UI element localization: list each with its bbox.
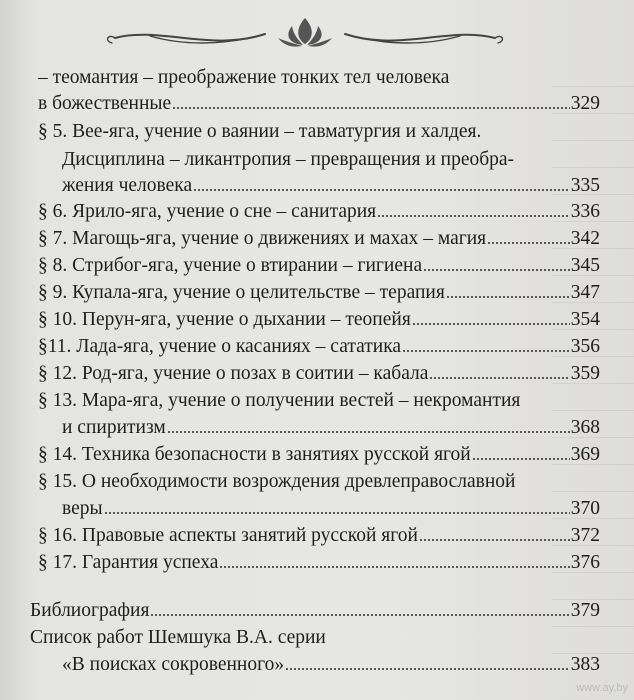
toc-entry <box>38 254 600 278</box>
leader-dots <box>172 106 570 110</box>
page-number: 359 <box>570 363 600 384</box>
page-number: 369 <box>570 444 600 465</box>
toc-entry-text: в божественные <box>38 93 172 114</box>
toc-entry-text: «В поисках сокровенного» <box>62 654 285 675</box>
page-number: 370 <box>570 498 600 519</box>
page-number: 354 <box>570 309 600 330</box>
toc-entry <box>38 551 600 575</box>
toc-entry <box>30 599 600 623</box>
toc-entry-text: § 9. Купала-яга, учение о целительстве – терапия <box>38 282 445 303</box>
toc-entry <box>38 362 600 386</box>
toc-entry <box>62 416 600 440</box>
toc-entry <box>62 653 600 677</box>
toc-entry-text: § 14. Техника безопасности в занятиях русской ягой <box>38 444 471 465</box>
page-number: 329 <box>570 93 600 114</box>
toc-entry-text: Библиография <box>30 600 150 621</box>
toc-line-text: § 13. Мара-яга, учение о получении вестей – некромантия <box>38 390 521 411</box>
toc-entry-text: § 6. Ярило-яга, учение о сне – санитария <box>38 201 377 222</box>
toc-line-text: § 5. Вее-яга, учение о ваянии – тавматургия и халдея. <box>38 121 482 142</box>
page-number: 376 <box>570 552 600 573</box>
toc-entry <box>38 443 600 467</box>
toc-entry-text: жения человека <box>62 175 193 196</box>
toc-entry <box>62 174 600 198</box>
leader-dots <box>419 538 570 542</box>
toc-line-text: Список работ Шемшука В.А. серии <box>30 627 326 648</box>
page-number: 383 <box>570 654 600 675</box>
leader-dots <box>285 667 570 671</box>
toc-entry-text: § 17. Гарантия успеха <box>38 552 219 573</box>
toc-entry <box>38 308 600 332</box>
toc-entry <box>62 497 600 521</box>
toc-entry <box>38 281 600 305</box>
leader-dots <box>402 349 570 353</box>
toc-line-text: Дисциплина – ликантропия – превращения и преобра- <box>62 149 515 170</box>
toc-entry <box>38 335 600 359</box>
leader-dots <box>219 565 569 569</box>
page-number: 379 <box>570 600 600 621</box>
page-number: 368 <box>570 417 600 438</box>
toc-line <box>30 626 326 650</box>
toc-line <box>38 470 515 494</box>
toc-entry-text: § 12. Род-яга, учение о позах в соитии – кабала <box>38 363 429 384</box>
leader-dots <box>423 268 570 272</box>
toc-line <box>38 389 520 413</box>
leader-dots <box>167 430 570 434</box>
toc-entry-text: и спиритизм <box>62 417 166 438</box>
page-number: 336 <box>570 201 600 222</box>
leader-dots <box>412 322 570 326</box>
toc-entry <box>38 92 600 116</box>
toc-line <box>62 148 514 172</box>
toc-entry-text: веры <box>62 498 103 519</box>
toc-entry-text: § 7. Магощь-яга, учение о движениях и махах – магия <box>38 228 487 249</box>
page-number: 345 <box>570 255 600 276</box>
leader-dots <box>487 241 570 245</box>
toc-entry-text: § 10. Перун-яга, учение о дыхании – теопейя <box>38 309 411 330</box>
watermark: www.ay.by <box>576 682 628 694</box>
page-number: 342 <box>570 228 600 249</box>
toc-line-text: § 15. О необходимости возрождения древлеправославной <box>38 471 516 492</box>
page-number: 356 <box>570 336 600 357</box>
leader-dots <box>193 188 570 192</box>
leader-dots <box>104 511 570 515</box>
toc-line <box>38 120 481 144</box>
leader-dots <box>429 376 569 380</box>
toc-line-text: – теомантия – преображение тонких тел человека <box>38 67 450 88</box>
leader-dots <box>377 214 570 218</box>
toc-line <box>38 66 449 90</box>
toc-entry-text: §11. Лада-яга, учение о касаниях – сататика <box>38 336 402 357</box>
toc-entry-text: § 8. Стрибог-яга, учение о втирании – гигиена <box>38 255 423 276</box>
page-number: 335 <box>570 175 600 196</box>
page-number: 372 <box>570 525 600 546</box>
leader-dots <box>150 613 569 617</box>
toc-entry <box>38 200 600 224</box>
page-number: 347 <box>570 282 600 303</box>
toc-entry <box>38 227 600 251</box>
toc-entry <box>38 524 600 548</box>
toc-entry-text: § 16. Правовые аспекты занятий русской ягой <box>38 525 418 546</box>
leader-dots <box>446 295 570 299</box>
leader-dots <box>472 457 570 461</box>
